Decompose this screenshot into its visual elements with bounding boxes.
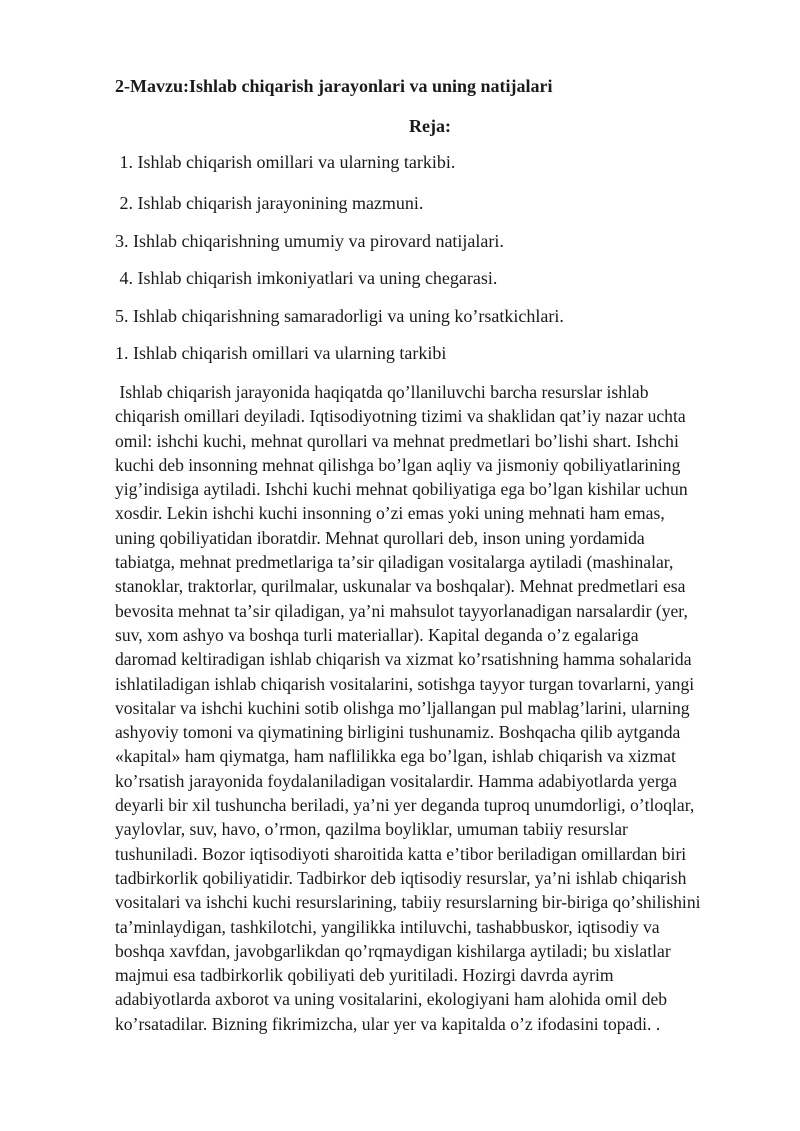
document-title: 2-Mavzu:Ishlab chiqarish jarayonlari va uning natijalari <box>115 76 553 96</box>
paragraph-line: ashyoviy tomoni va qiymatining birligini tushunamiz. Boshqacha qilib aytganda <box>115 722 681 743</box>
plan-item: 2. Ishlab chiqarish jarayonining mazmuni. <box>115 193 424 213</box>
section-heading: 1. Ishlab chiqarish omillari va ularning tarkibi <box>115 343 447 363</box>
paragraph-line: stanoklar, traktorlar, qurilmalar, uskunalar va boshqalar). Mehnat predmetlari esa <box>115 576 686 597</box>
plan-item: 3. Ishlab chiqarishning umumiy va pirovard natijalari. <box>115 231 504 251</box>
paragraph-line: uning qobiliyatidan iboratdir. Mehnat qurollari deb, inson uning yordamida <box>115 527 645 548</box>
plan-item: 1. Ishlab chiqarish omillari va ularning tarkibi. <box>115 152 456 172</box>
paragraph-line: chiqarish omillari deyiladi. Iqtisodiyotning tizimi va shaklidan qatʼiy nazar uchta <box>115 406 686 427</box>
paragraph-line: tabiatga, mehnat predmetlariga taʼsir qiladigan vositalarga aytiladi (mashinalar, <box>115 552 674 573</box>
paragraph-line: taʼminlaydigan, tashkilotchi, yangilikka intiluvchi, tashabbuskor, iqtisodiy va <box>115 916 660 937</box>
paragraph-line: omil: ishchi kuchi, mehnat qurollari va mehnat predmetlari boʼlishi shart. Ishchi <box>115 430 679 451</box>
paragraph-line: xosdir. Lekin ishchi kuchi insonning oʼzi emas yoki uning mehnati ham emas, <box>115 503 665 524</box>
paragraph-line: deyarli bir xil tushuncha beriladi, yaʼni yer deganda tuproq unumdorligi, oʼtloqlar, <box>115 795 695 816</box>
paragraph-line: kuchi deb insonning mehnat qilishga boʼlgan aqliy va jismoniy qobiliyatlarining <box>115 454 681 475</box>
paragraph-line: bevosita mehnat taʼsir qiladigan, yaʼni mahsulot tayyorlanadigan narsalardir (yer, <box>115 600 688 621</box>
plan-item: 4. Ishlab chiqarish imkoniyatlari va uning chegarasi. <box>115 268 498 288</box>
body-paragraph <box>115 380 765 1036</box>
paragraph-line: koʼrsatadilar. Bizning fikrimizcha, ular yer va kapitalda oʼz ifodasini topadi. . <box>115 1013 661 1034</box>
paragraph-line: boshqa xavfdan, javobgarlikdan qoʼrqmaydigan kishilarga aytiladi; bu xislatlar <box>115 940 671 961</box>
paragraph-line: adabiyotlarda axborot va uning vositalarini, ekologiyani ham alohida omil deb <box>115 989 668 1010</box>
paragraph-line: suv, xom ashyo va boshqa turli materiallar). Kapital deganda oʼz egalariga <box>115 624 639 645</box>
paragraph-line: yigʼindisiga aytiladi. Ishchi kuchi mehnat qobiliyatiga ega boʼlgan kishilar uchun <box>115 479 688 500</box>
paragraph-line: tushuniladi. Bozor iqtisodiyoti sharoitida katta eʼtibor beriladigan omillardan biri <box>115 843 687 864</box>
paragraph-line: koʼrsatish jarayonida foydalaniladigan vositalardir. Hamma adabiyotlarda yerga <box>115 770 677 791</box>
paragraph-line: vositalari va ishchi kuchi resurslarining, tabiiy resurslarning bir-biriga qoʼshilishini <box>115 892 701 913</box>
paragraph-line: majmui esa tadbirkorlik qobiliyati deb yuritiladi. Hozirgi davrda ayrim <box>115 965 614 986</box>
paragraph-line: tadbirkorlik qobiliyatidir. Tadbirkor deb iqtisodiy resurslar, yaʼni ishlab chiqarish <box>115 867 687 888</box>
plan-item: 5. Ishlab chiqarishning samaradorligi va uning koʼrsatkichlari. <box>115 306 564 326</box>
paragraph-line: Ishlab chiqarish jarayonida haqiqatda qoʼllaniluvchi barcha resurslar ishlab <box>115 382 649 402</box>
plan-heading: Reja: <box>409 116 451 136</box>
paragraph-line: daromad keltiradigan ishlab chiqarish va xizmat koʼrsatishning hamma sohalarida <box>115 649 692 670</box>
paragraph-line: vositalar va ishchi kuchini sotib olishga moʼljallangan pul mablagʼlarini, ularning <box>115 697 690 718</box>
paragraph-line: ishlatiladigan ishlab chiqarish vositalarini, sotishga tayyor turgan tovarlarni, yangi <box>115 673 695 694</box>
paragraph-line: yaylovlar, suv, havo, oʼrmon, qazilma boyliklar, umuman tabiiy resurslar <box>115 819 628 840</box>
paragraph-line: «kapital» ham qiymatga, ham naflilikka ega boʼlgan, ishlab chiqarish va xizmat <box>115 746 676 767</box>
